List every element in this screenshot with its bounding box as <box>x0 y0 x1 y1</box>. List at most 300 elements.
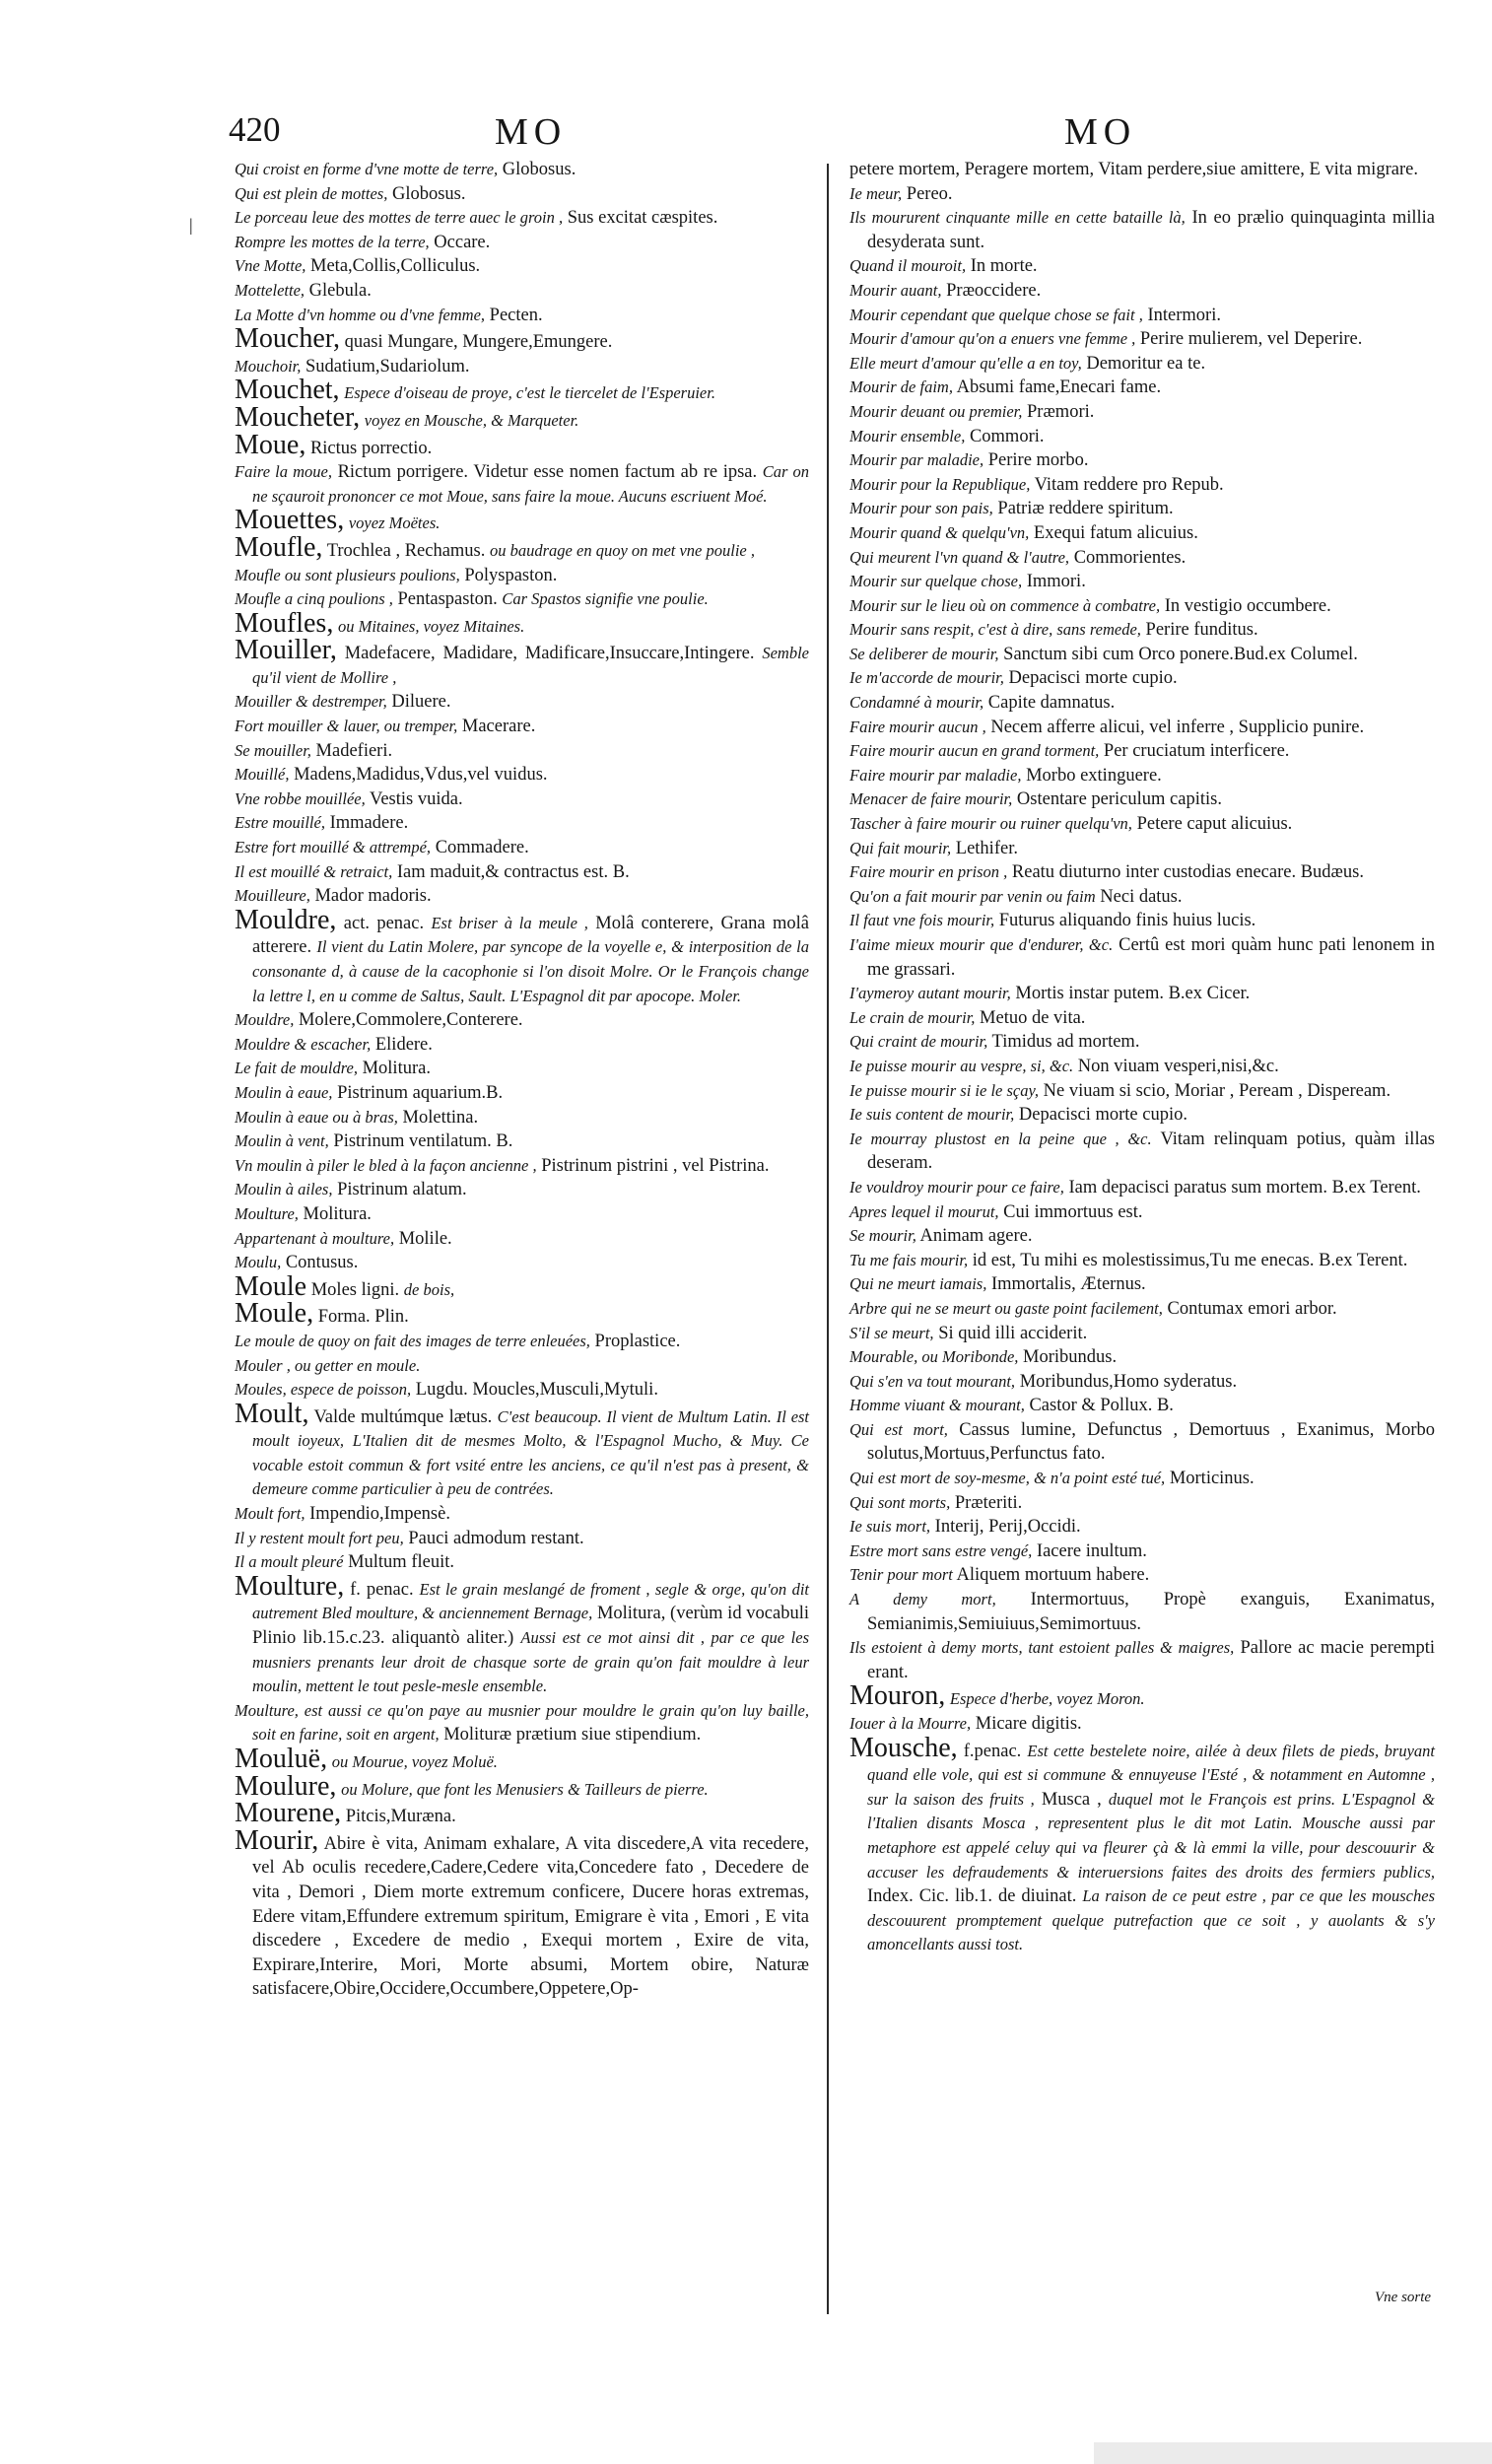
latin-text: Præoccidere. <box>946 280 1042 301</box>
headword: Mouettes, <box>235 505 345 536</box>
french-text: Mouler , ou getter en moule. <box>235 1355 421 1375</box>
dictionary-entry <box>235 1227 809 1252</box>
latin-text: Madefieri. <box>315 740 393 761</box>
latin-text: Pecten. <box>489 305 543 325</box>
latin-text: Occare. <box>434 232 491 252</box>
latin-text: Morticinus. <box>1169 1469 1255 1489</box>
dictionary-entry <box>849 1540 1435 1564</box>
french-text: L'Italien dit de mesmes Molto, & l'Espagnol Mucho, & Muy. Ce vocable estoit commun & fort vsité entre les anciens, ce qu'il n'est pas à present, & demeure comme particulier à peu de contrées. <box>252 1431 809 1499</box>
dictionary-entry <box>235 1154 809 1179</box>
french-text: Mouillé, <box>235 765 290 785</box>
headword: Mouchet, <box>235 375 340 406</box>
french-text: Mouldre & escacher, <box>235 1034 372 1054</box>
dictionary-entry <box>235 860 809 885</box>
french-text: de bois, <box>403 1279 455 1299</box>
french-text: Faire mourir en prison , <box>849 862 1008 882</box>
french-text: Il est mouillé & retraict, <box>235 861 393 881</box>
dictionary-entry <box>235 429 809 461</box>
french-text: Mourir pour la Republique, <box>849 474 1031 494</box>
latin-text: Glebula. <box>308 280 372 301</box>
latin-text: Moribundus,Homo syderatus. <box>1019 1371 1238 1392</box>
latin-text: act. penac. <box>343 913 425 933</box>
dictionary-entry <box>235 460 809 509</box>
dictionary-entry <box>849 1588 1435 1636</box>
french-text: Mouchoir, <box>235 356 302 376</box>
french-text: Moult fort, <box>235 1504 305 1524</box>
dictionary-entry <box>849 1345 1435 1370</box>
french-text: Arbre qui ne se meurt ou gaste point facilement, <box>849 1298 1163 1318</box>
running-head-left: MO <box>495 111 568 153</box>
latin-text: Pauci admodum restant. <box>408 1528 584 1548</box>
latin-text: Globosus. <box>502 160 576 179</box>
latin-text: Pitcis,Muræna. <box>345 1807 456 1827</box>
latin-text: Absumi fame,Enecari fame. <box>956 377 1162 398</box>
french-text: Fort mouiller & lauer, ou tremper, <box>235 717 458 736</box>
french-text: Qui croist en forme d'vne motte de terre, <box>235 160 499 178</box>
latin-text: Rictus porrectio. <box>309 438 433 458</box>
dictionary-entry <box>235 158 809 182</box>
latin-text: Pistrinum alatum. <box>337 1180 467 1200</box>
french-text: Il y restent moult fort peu, <box>235 1528 404 1547</box>
dictionary-entry <box>235 564 809 588</box>
dictionary-entry <box>849 1418 1435 1467</box>
french-text: Mourable, ou Moribonde, <box>849 1347 1019 1367</box>
french-text: Se mouiller, <box>235 740 311 760</box>
latin-text: Ne viuam si scio, Moriar , Peream , Dispeream. <box>1043 1080 1391 1101</box>
french-text: Faire mourir aucun , <box>849 717 986 736</box>
latin-text: Molâ conterere, Grana molâ atterere. <box>252 913 809 958</box>
french-text: Qui est plein de mottes, <box>235 183 388 203</box>
headword: Moufle, <box>235 531 323 563</box>
dictionary-entry <box>849 837 1435 861</box>
french-text: duquel mot le François est prins. L'Espagnol & l'Italien disants Mosca , representent plus le dit mot Latin. Mousche aussi par metaphore est appelé celuy qui va fleurer çà & là emmi la ville, pour descouurir & accuser les defraudements & interuersions faites des droits des fermiers publics, <box>867 1789 1436 1882</box>
page-number: 420 <box>229 110 281 149</box>
latin-text: Metuo de vita. <box>980 1007 1086 1028</box>
latin-text: Patriæ reddere spiritum. <box>997 499 1174 519</box>
dictionary-entry <box>235 811 809 836</box>
french-text: Moules, espece de poisson, <box>235 1380 412 1400</box>
dictionary-entry <box>235 904 810 1008</box>
french-text: Mourir cependant que quelque chose se fait , <box>849 305 1143 324</box>
latin-text: Madefacere, Madidare, Madificare,Insuccare,Intingere. <box>344 644 755 664</box>
french-text: Condamné à mourir, <box>849 693 984 713</box>
dictionary-entry <box>235 231 809 255</box>
dictionary-entry <box>849 1006 1435 1031</box>
latin-text: Pentaspaston. <box>397 589 498 610</box>
latin-text: Molile. <box>398 1228 452 1249</box>
headword: Mourir, <box>235 1824 319 1856</box>
french-text: Moufle a cinq poulions , <box>235 589 393 609</box>
latin-text: Contusus. <box>285 1253 359 1273</box>
dictionary-entry <box>849 1732 1436 1957</box>
latin-text: Depacisci morte cupio. <box>1008 668 1178 689</box>
latin-text: In morte. <box>970 256 1038 277</box>
latin-text: Abire è vita, Animam exhalare, A vita discedere,A vita recedere, vel Ab oculis recedere,Cadere,Cedere vita,Concedere fato , Decedere de vita , Demori , Diem morte extremum conficere, Ducere horas extremas, Edere vitam,Effundere extremum spiritum, Emigrare è vita , Emori , E vita discedere , Excedere de medio , Exequi mortem , Exire de vita, Expirare,Interire, Mori, Morte absumi, Mortem obire, Naturæ satisfacere,Obire,Occidere,Occumbere,Oppetere,Op- <box>252 1833 809 2000</box>
french-text: Il vient du Latin Molere, par syncope de la voyelle e, & interposition de la consonante d, à cause de la cacophonie si l'on disoit Molre. Or le François change la lettre l, en u comme de Saltus, Sault. L'Espagnol dit par apocope. Moler. <box>252 937 810 1005</box>
headword: Mousche, <box>849 1732 958 1763</box>
french-text: Le fait de mouldre, <box>235 1059 358 1078</box>
french-text: Mourir sur le lieu où on commence à combatre, <box>849 595 1161 615</box>
latin-text: Iam depacisci paratus sum mortem. B.ex Terent. <box>1068 1177 1421 1198</box>
french-text: Espece d'herbe, voyez Moron. <box>949 1689 1145 1709</box>
latin-text: In eo prælio quinquaginta millia desyderata sunt. <box>867 208 1436 252</box>
french-text: Appartenant à moulture, <box>235 1228 395 1248</box>
french-text: C'est beaucoup. Il vient de Multum Latin. Il est moult ioyeux, <box>252 1406 810 1451</box>
latin-text: Intermortuus, Propè exanguis, Exanimatus, Semianimis,Semiuiuus,Semimortuus. <box>867 1590 1436 1634</box>
dictionary-entry <box>849 1272 1435 1297</box>
latin-text: Molettina. <box>402 1107 479 1128</box>
latin-text: Animam agere. <box>919 1226 1033 1247</box>
dictionary-entry <box>849 279 1435 304</box>
french-text: Qu'on a fait mourir par venin ou faim <box>849 886 1096 906</box>
headword: Moue, <box>235 429 306 460</box>
french-text: Aussi est ce mot ainsi dit , par ce que les musniers prenants leur droit de chasque sorte de grain qu'on fait mouldre à leur moulin, mettent le tout pesle-mesle ensemble. <box>252 1628 809 1696</box>
french-text: La raison de ce peut estre , par ce que les mousches descouurent promptement quelque putrefaction que ce soit , y auolants & s'y amoncellants aussi tost. <box>867 1886 1435 1954</box>
french-text: I'aymeroy autant mourir, <box>849 984 1011 1003</box>
dictionary-entry <box>849 1200 1435 1225</box>
french-text: Qui craint de mourir, <box>849 1032 988 1052</box>
latin-text: Per cruciatum interficere. <box>1103 741 1290 762</box>
headword: Moucher, <box>235 323 340 355</box>
latin-text: Trochlea , Rechamus. <box>326 540 486 561</box>
dictionary-entry <box>235 1178 809 1202</box>
french-text: Moulin à eaue ou à bras, <box>235 1107 398 1127</box>
dictionary-entry <box>849 1680 1435 1712</box>
dictionary-entry <box>849 885 1435 910</box>
french-text: I'aime mieux mourir que d'endurer, &c. <box>849 935 1114 954</box>
french-text: Le porceau leue des mottes de terre auec le groin , <box>235 208 564 228</box>
dictionary-entry <box>849 1224 1435 1249</box>
latin-text: Perire mulierem, vel Deperire. <box>1139 329 1363 350</box>
dictionary-entry <box>235 401 809 434</box>
latin-text: Cui immortuus est. <box>1003 1201 1143 1222</box>
french-text: Qui meurent l'vn quand & l'autre, <box>849 547 1070 567</box>
french-text: Mourir sans respit, c'est à dire, sans remede, <box>849 620 1141 640</box>
dictionary-entry <box>849 1249 1435 1273</box>
french-text: Mouiller & destremper, <box>235 692 387 712</box>
latin-text: Valde multúmque lætus. <box>313 1406 493 1427</box>
latin-text: Mador madoris. <box>314 886 432 907</box>
dictionary-entry <box>235 1824 809 2002</box>
dictionary-entry <box>849 1079 1435 1104</box>
latin-text: Macerare. <box>461 717 536 737</box>
headword: Moufles, <box>235 607 334 639</box>
dictionary-entry <box>235 182 809 207</box>
latin-text: Certû est mori quàm hunc pati lenonem in me grassari. <box>867 935 1435 980</box>
dictionary-entry <box>849 1515 1435 1540</box>
french-text: Espece d'oiseau de proye, c'est le tiercelet de l'Esperuier. <box>344 383 715 403</box>
french-text: Mourir par maladie, <box>849 450 984 470</box>
french-text: Tascher à faire mourir ou ruiner quelqu'vn, <box>849 814 1132 834</box>
headword: Moucheter, <box>235 401 361 433</box>
dictionary-entry <box>235 1057 809 1081</box>
french-text: Vn moulin à piler le bled à la façon ancienne , <box>235 1155 537 1175</box>
dictionary-entry <box>235 690 809 715</box>
french-text: Qui s'en va tout mourant, <box>849 1371 1016 1391</box>
dictionary-entry <box>235 1033 809 1058</box>
latin-text: Micare digitis. <box>975 1714 1082 1734</box>
dictionary-entry <box>849 400 1435 425</box>
dictionary-entry <box>849 1563 1435 1588</box>
french-text: Moulture, est aussi ce qu'on paye au musnier pour mouldre le grain qu'on luy baille, soit en farine, soit en argent, <box>235 1700 809 1745</box>
french-text: Tu me fais mourir, <box>849 1250 969 1269</box>
latin-text: Exequi fatum alicuius. <box>1033 522 1198 543</box>
french-text: Est le grain meslangé de froment , segle & orge, qu'on dit autrement Bled moulture, & anciennement Bernage, <box>252 1579 810 1623</box>
dictionary-entry <box>849 618 1435 643</box>
latin-text: Demoritur ea te. <box>1086 353 1206 374</box>
dictionary-entry <box>849 304 1435 328</box>
dictionary-entry <box>235 1570 810 1699</box>
french-text: Mourir sur quelque chose, <box>849 572 1023 591</box>
dictionary-entry <box>849 1467 1435 1491</box>
latin-text: Proplastice. <box>594 1331 681 1351</box>
french-text: Ie suis mort, <box>849 1517 931 1537</box>
french-text: S'il se meurt, <box>849 1323 934 1342</box>
headword: Mouiller, <box>235 635 337 666</box>
dictionary-entry <box>849 327 1435 352</box>
french-text: Moulin à ailes, <box>235 1180 333 1199</box>
latin-text: Contumax emori arbor. <box>1167 1298 1337 1319</box>
dictionary-entry <box>235 763 809 787</box>
dictionary-entry <box>849 497 1435 521</box>
latin-text: Ostentare periculum capitis. <box>1016 789 1222 810</box>
dictionary-entry <box>235 1202 809 1227</box>
latin-text: Index. Cic. lib.1. de diuinat. <box>867 1886 1077 1907</box>
french-text: Moulture, <box>235 1203 299 1223</box>
dictionary-entry <box>235 1081 809 1106</box>
latin-text: Commori. <box>969 426 1045 446</box>
dictionary-entry <box>849 182 1435 207</box>
french-text: A demy mort, <box>849 1590 996 1609</box>
french-text: Est briser à la meule , <box>431 913 588 932</box>
dictionary-entry <box>849 1322 1435 1346</box>
latin-text: Timidus ad mortem. <box>991 1032 1140 1053</box>
column-divider <box>827 164 829 2314</box>
left-column <box>235 158 809 2002</box>
latin-text: Molitura, (verùm id vocabuli Plinio lib.15.c.23. aliquantò aliter.) <box>252 1604 810 1649</box>
dictionary-entry <box>849 666 1435 691</box>
french-text: Ie m'accorde de mourir, <box>849 668 1004 688</box>
dictionary-entry <box>849 1491 1435 1516</box>
french-text: Ie puisse mourir si ie le sçay, <box>849 1080 1040 1100</box>
dictionary-entry <box>235 1378 809 1403</box>
latin-text: Impendio,Impensè. <box>309 1504 450 1525</box>
french-text: Menacer de faire mourir, <box>849 789 1013 809</box>
right-column <box>849 158 1435 1957</box>
dictionary-entry <box>235 531 809 564</box>
headword: Moule, <box>235 1298 314 1330</box>
french-text: Qui ne meurt iamais, <box>849 1274 987 1294</box>
dictionary-entry <box>849 691 1435 716</box>
dictionary-entry <box>235 279 809 304</box>
latin-text: Multum fleuit. <box>348 1552 454 1573</box>
latin-text: Moles ligni. <box>310 1279 400 1300</box>
french-text: Mourir d'amour qu'on a enuers vne femme , <box>849 329 1136 349</box>
latin-text: Morbo extinguere. <box>1026 765 1162 786</box>
french-text: Mourir de faim, <box>849 377 953 397</box>
running-head-right: MO <box>1064 111 1137 153</box>
running-header <box>0 110 1492 160</box>
french-text: Ie mourray plustost en la peine que , &c. <box>849 1129 1152 1148</box>
dictionary-entry <box>235 1251 809 1275</box>
latin-text: f.penac. <box>963 1741 1022 1761</box>
french-text: Mourir pour son pais, <box>849 499 993 518</box>
scan-edge-strip <box>1094 2442 1492 2464</box>
dictionary-entry <box>849 448 1435 473</box>
french-text: Il a moult pleuré <box>235 1552 344 1572</box>
french-text: ou Molure, que font les Menusiers & Tailleurs de pierre. <box>341 1779 709 1799</box>
dictionary-entry <box>849 594 1435 619</box>
headword: Mouron, <box>849 1680 946 1712</box>
latin-text: Pistrinum ventilatum. B. <box>333 1131 513 1152</box>
latin-text: Cassus lumine, Defunctus , Demortuus , Exanimus, Morbo solutus,Mortuus,Perfunctus fato. <box>867 1419 1436 1465</box>
dictionary-entry <box>849 376 1435 400</box>
dictionary-entry <box>235 1699 809 1747</box>
french-text: Moulu, <box>235 1253 282 1272</box>
latin-text: Neci datus. <box>1100 886 1183 907</box>
dictionary-entry <box>849 1370 1435 1395</box>
latin-text: Perire funditus. <box>1145 620 1258 641</box>
french-text: Faire mourir aucun en grand torment, <box>849 741 1100 761</box>
latin-text: Vitam relinquam potius, quàm illas deseram. <box>867 1129 1435 1174</box>
dictionary-entry <box>849 254 1435 279</box>
dictionary-entry <box>849 643 1435 667</box>
dictionary-entry <box>849 860 1435 885</box>
dictionary-entry <box>235 787 809 812</box>
latin-text: Immori. <box>1026 572 1086 592</box>
latin-text: Globosus. <box>391 183 466 204</box>
latin-text: Intermori. <box>1147 305 1221 325</box>
latin-text: Commorientes. <box>1073 547 1187 568</box>
dictionary-entry <box>849 1055 1435 1079</box>
headword: Moule <box>235 1270 307 1302</box>
french-text: Mottelette, <box>235 280 305 300</box>
latin-text: quasi Mungare, Mungere,Emungere. <box>344 332 613 353</box>
dictionary-entry <box>235 715 809 739</box>
latin-text: Mortis instar putem. B.ex Cicer. <box>1015 984 1251 1004</box>
french-text: Ie puisse mourir au vespre, si, &c. <box>849 1056 1074 1075</box>
latin-text: Diluere. <box>391 692 451 713</box>
dictionary-entry <box>235 1354 809 1379</box>
latin-text: Præteriti. <box>954 1492 1023 1513</box>
dictionary-entry <box>849 787 1435 812</box>
dictionary-entry <box>849 933 1435 982</box>
dictionary-entry <box>235 836 809 860</box>
dictionary-entry <box>235 1270 809 1303</box>
latin-text: Aliquem mortuum habere. <box>956 1565 1150 1586</box>
french-text: Homme viuant & mourant, <box>849 1396 1025 1415</box>
french-text: Car on ne sçauroit prononcer ce mot Moue, sans faire la moue. Aucuns escriuent Moé. <box>252 462 810 506</box>
latin-text: Immortalis, Æternus. <box>990 1274 1146 1295</box>
french-text: Vne robbe mouillée, <box>235 788 366 808</box>
headword: Mourene, <box>235 1798 342 1829</box>
dictionary-entry <box>849 158 1435 182</box>
dictionary-entry <box>849 739 1435 764</box>
dictionary-entry <box>849 425 1435 449</box>
french-text: ou Mourue, voyez Moluë. <box>331 1752 498 1771</box>
french-text: Semble qu'il vient de Mollire , <box>252 644 809 687</box>
margin-mark: | <box>189 215 193 235</box>
latin-text: Meta,Collis,Colliculus. <box>310 256 481 277</box>
french-text: Il faut vne fois mourir, <box>849 911 995 930</box>
french-text: Faire mourir par maladie, <box>849 765 1022 785</box>
latin-text: Necem afferre alicui, vel inferre , Supplicio punire. <box>990 717 1365 737</box>
french-text: voyez en Mousche, & Marqueter. <box>364 410 579 430</box>
french-text: Se deliberer de mourir, <box>849 644 999 663</box>
dictionary-entry <box>849 1394 1435 1418</box>
latin-text: Lugdu. Moucles,Musculi,Mytuli. <box>415 1380 658 1401</box>
dictionary-entry <box>235 1008 809 1033</box>
dictionary-entry <box>849 473 1435 498</box>
french-text: Tenir pour mort <box>849 1565 953 1585</box>
french-text: Mouilleure, <box>235 886 310 906</box>
latin-text: Immadere. <box>329 813 409 834</box>
french-text: Qui est mort, <box>849 1419 948 1439</box>
french-text: Qui fait mourir, <box>849 838 952 857</box>
french-text: Quand il mouroit, <box>849 256 967 276</box>
french-text: Vne Motte, <box>235 256 306 276</box>
dictionary-entry <box>235 1798 809 1829</box>
latin-text: Lethifer. <box>955 838 1018 858</box>
latin-text: Depacisci morte cupio. <box>1018 1105 1187 1126</box>
french-text: Moulin à vent, <box>235 1131 329 1151</box>
latin-text: Musca , <box>1041 1789 1102 1810</box>
french-text: Mourir deuant ou premier, <box>849 401 1023 421</box>
latin-text: Si quid illi acciderit. <box>938 1323 1088 1343</box>
dictionary-entry <box>849 764 1435 788</box>
french-text: Elle meurt d'amour qu'elle a en toy, <box>849 353 1082 373</box>
dictionary-entry <box>849 570 1435 594</box>
french-text: Ils estoient à demy morts, tant estoient palles & maigres, <box>849 1638 1235 1658</box>
latin-text: f. penac. <box>350 1579 414 1600</box>
latin-text: Molituræ prætium siue stipendium. <box>443 1725 702 1745</box>
dictionary-entry <box>235 254 809 279</box>
latin-text: Interij, Perij,Occidi. <box>934 1517 1081 1538</box>
headword: Mouldre, <box>235 904 337 935</box>
latin-text: Non viuam vesperi,nisi,&c. <box>1077 1056 1279 1076</box>
latin-text: Forma. Plin. <box>317 1307 409 1328</box>
dictionary-entry <box>235 1398 810 1502</box>
french-text: ou baudrage en quoy on met vne poulie , <box>490 540 755 560</box>
french-text: La Motte d'vn homme ou d'vne femme, <box>235 305 486 324</box>
latin-text: Pistrinum pistrini , vel Pistrina. <box>541 1155 770 1176</box>
dictionary-entry <box>849 909 1435 933</box>
latin-text: Madens,Madidus,Vdus,vel vuidus. <box>294 765 548 786</box>
dictionary-entry <box>235 1502 809 1527</box>
latin-text: Sus excitat cæspites. <box>567 208 718 229</box>
latin-text: Commadere. <box>435 838 529 858</box>
french-text: voyez Moëtes. <box>348 513 441 533</box>
latin-text: Vestis vuida. <box>370 788 463 809</box>
dictionary-entry <box>849 1103 1435 1128</box>
dictionary-entry <box>235 206 809 231</box>
french-text: Est cette bestelete noire, ailée à deux filets de pieds, bruyant quand elle vole, qui est si commune & ennuyeuse l'Esté , & notamment en Automne , sur la saison des fruits , <box>867 1741 1435 1809</box>
french-text: Faire la moue, <box>235 462 332 482</box>
headword: Mouluë, <box>235 1744 328 1774</box>
latin-text: Molere,Commolere,Conterere. <box>298 1010 523 1031</box>
latin-text: Sanctum sibi cum Orco ponere.Bud.ex Columel. <box>1003 644 1358 664</box>
latin-text: Pistrinum aquarium.B. <box>337 1082 504 1103</box>
latin-text: Sudatium,Sudariolum. <box>305 356 470 376</box>
french-text: Mourir ensemble, <box>849 426 966 445</box>
dictionary-entry <box>235 1106 809 1130</box>
french-text: Car Spastos signifie vne poulie. <box>502 589 709 609</box>
dictionary-entry <box>235 1330 809 1354</box>
latin-text: Pallore ac macie perempti erant. <box>867 1638 1435 1682</box>
latin-text: Iam maduit,& contractus est. B. <box>396 861 630 882</box>
dictionary-entry <box>235 635 809 690</box>
dictionary-entry <box>849 1030 1435 1055</box>
